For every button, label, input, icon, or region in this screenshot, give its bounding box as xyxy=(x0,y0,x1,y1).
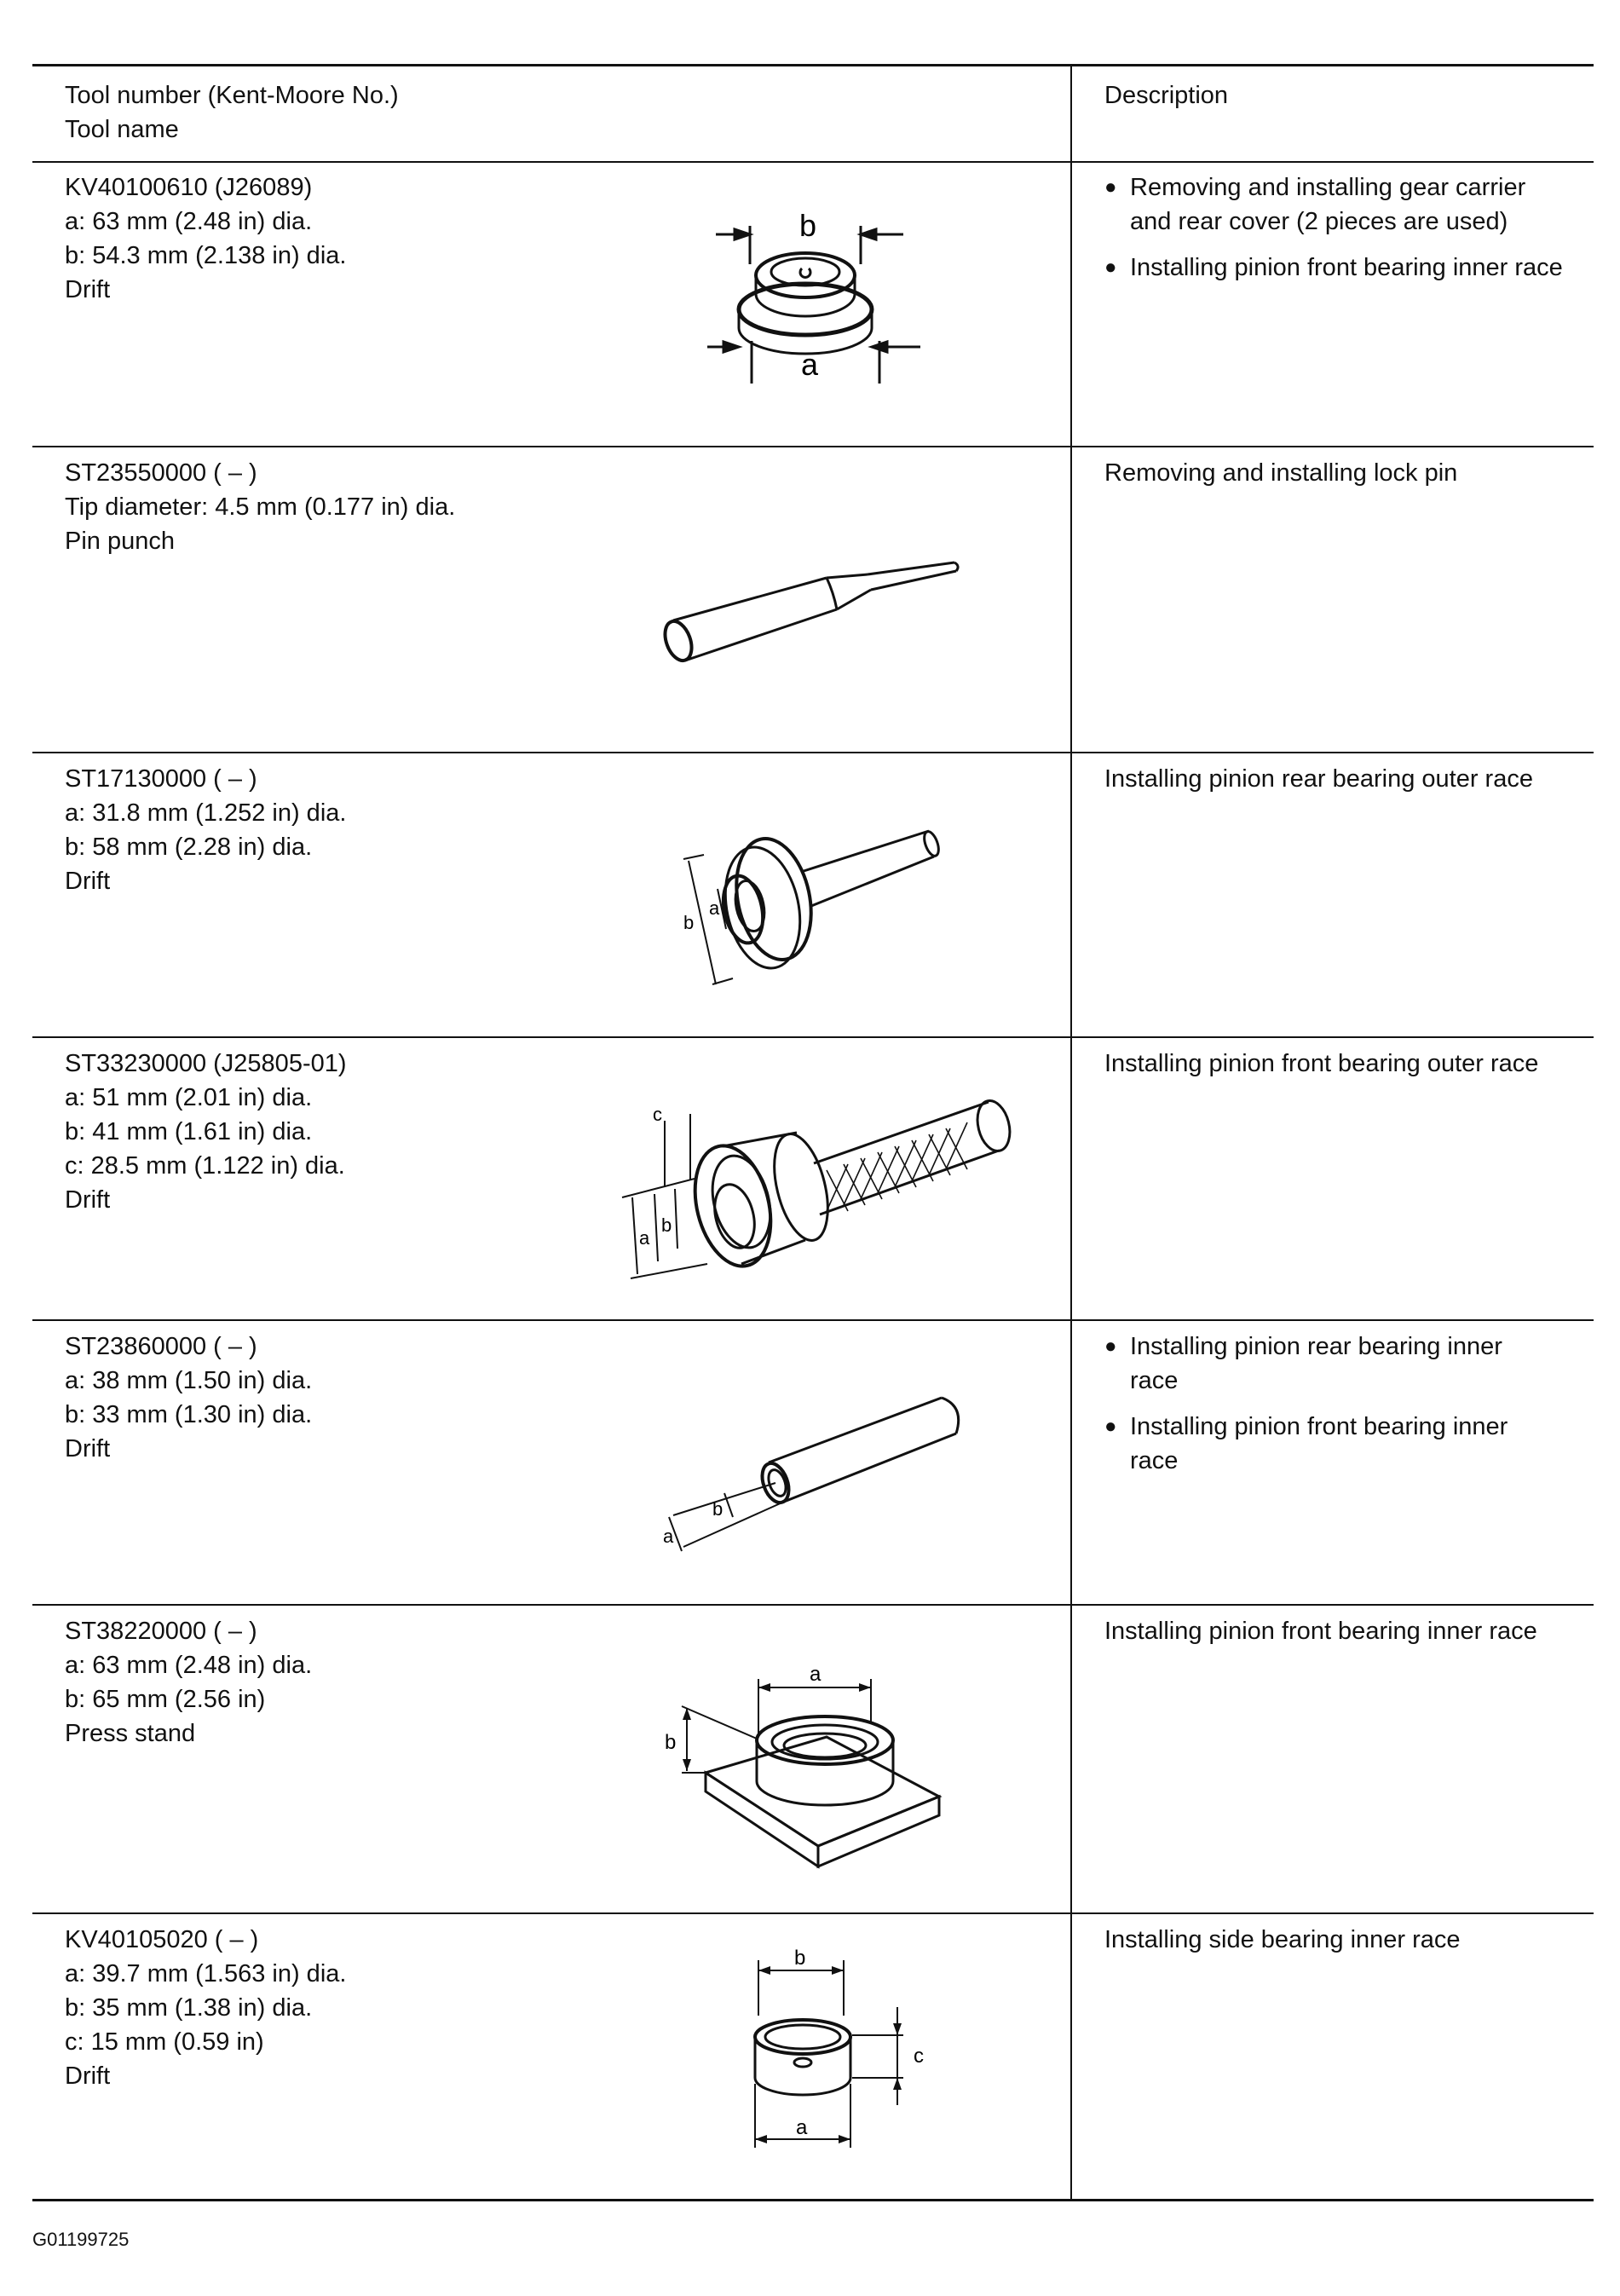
tool-spec: b: 33 mm (1.30 in) dia. xyxy=(65,1401,313,1428)
drift-kv40105020-drawing xyxy=(733,1935,954,2173)
description-bullet: ● Installing pinion front bearing inner race xyxy=(1104,251,1565,285)
tool-name: Drift xyxy=(65,868,111,895)
tool-info-3 xyxy=(65,762,661,898)
row-divider xyxy=(32,1912,1594,1914)
row-divider xyxy=(32,1319,1594,1321)
dimension-label-b: b xyxy=(712,1498,724,1520)
description-text: Installing pinion front bearing inner race xyxy=(1104,1618,1537,1645)
tool-info-7 xyxy=(65,1923,661,2093)
tool-spec: a: 51 mm (2.01 in) dia. xyxy=(65,1084,313,1111)
header-tool-name: Tool name xyxy=(65,116,179,143)
dimension-label-a: a xyxy=(796,2116,808,2139)
dimension-label-b: b xyxy=(661,1214,672,1236)
tool-name: Drift xyxy=(65,1435,111,1462)
description-text: Removing and installing lock pin xyxy=(1104,459,1458,487)
tool-spec: b: 35 mm (1.38 in) dia. xyxy=(65,1994,313,2022)
description-text: Installing side bearing inner race xyxy=(1104,1926,1461,1953)
description-bullet: ● Removing and installing gear carrier and rear cover (2 pieces are used) xyxy=(1104,170,1565,239)
tool-spec: c: 28.5 mm (1.122 in) dia. xyxy=(65,1152,345,1180)
tool-spec: a: 39.7 mm (1.563 in) dia. xyxy=(65,1960,347,1987)
description-text: Installing pinion rear bearing outer race xyxy=(1104,765,1533,793)
tool-number: ST23860000 ( – ) xyxy=(65,1333,257,1360)
tool-name: Pin punch xyxy=(65,528,175,555)
header-bottom-rule xyxy=(32,161,1594,163)
dimension-label-b: b xyxy=(794,1947,806,1970)
tool-info-6 xyxy=(65,1614,661,1751)
tool-description-7 xyxy=(1104,1923,1599,1957)
tool-spec: b: 54.3 mm (2.138 in) dia. xyxy=(65,242,347,269)
tool-spec: Tip diameter: 4.5 mm (0.177 in) dia. xyxy=(65,493,456,521)
tool-info-1 xyxy=(65,170,661,307)
drift-st23860000-drawing xyxy=(648,1389,971,1568)
row-divider xyxy=(32,1036,1594,1038)
tool-spec: a: 63 mm (2.48 in) dia. xyxy=(65,208,313,235)
tool-spec: a: 31.8 mm (1.252 in) dia. xyxy=(65,799,347,827)
header-description xyxy=(1104,78,1599,112)
tool-spec: c: 15 mm (0.59 in) xyxy=(65,2028,264,2056)
table-bottom-rule xyxy=(32,2199,1594,2201)
description-bullet: ● Installing pinion front bearing inner race xyxy=(1104,1410,1548,1478)
tool-number: ST33230000 (J25805-01) xyxy=(65,1050,347,1077)
press-stand-drawing xyxy=(665,1653,971,1892)
header-tool-column xyxy=(65,78,661,147)
dimension-label-a: a xyxy=(639,1227,650,1249)
row-divider xyxy=(32,752,1594,753)
header-description-label: Description xyxy=(1104,82,1229,109)
dimension-label-a: a xyxy=(709,897,720,919)
tool-name: Drift xyxy=(65,2062,111,2090)
tool-spec: b: 58 mm (2.28 in) dia. xyxy=(65,834,313,861)
tool-spec: b: 65 mm (2.56 in) xyxy=(65,1686,266,1713)
tool-description-6 xyxy=(1104,1614,1548,1648)
drift-kv40100610-drawing xyxy=(699,200,937,396)
figure-code: G01199725 xyxy=(32,2229,130,2250)
tool-description-4 xyxy=(1104,1047,1548,1081)
tool-number: ST17130000 ( – ) xyxy=(65,765,257,793)
dimension-label-b: b xyxy=(665,1731,677,1754)
dimension-label-a: a xyxy=(801,347,819,382)
drift-st17130000-drawing xyxy=(673,814,954,997)
tool-number: ST23550000 ( – ) xyxy=(65,459,257,487)
tool-description-2 xyxy=(1104,456,1599,490)
pin-punch-drawing xyxy=(648,545,971,682)
tool-name: Press stand xyxy=(65,1720,196,1747)
dimension-label-a: a xyxy=(663,1526,674,1547)
dimension-label-a: a xyxy=(810,1663,822,1686)
tool-number: KV40100610 (J26089) xyxy=(65,174,313,201)
tool-description-3 xyxy=(1104,762,1548,796)
tool-spec: b: 41 mm (1.61 in) dia. xyxy=(65,1118,313,1145)
tool-spec: a: 38 mm (1.50 in) dia. xyxy=(65,1367,313,1394)
row-divider xyxy=(32,446,1594,447)
dimension-label-c: c xyxy=(653,1104,662,1125)
tool-number: ST38220000 ( – ) xyxy=(65,1618,257,1645)
tool-info-2 xyxy=(65,456,661,558)
column-divider xyxy=(1070,64,1072,2201)
header-tool-number: Tool number (Kent-Moore No.) xyxy=(65,82,399,109)
dimension-label-c: c xyxy=(914,2045,924,2068)
tool-description-1 xyxy=(1104,170,1565,297)
dimension-label-b: b xyxy=(799,208,817,243)
table-top-rule xyxy=(32,64,1594,66)
drift-st33230000-drawing xyxy=(614,1070,1031,1291)
description-bullet: ● Installing pinion rear bearing inner race xyxy=(1104,1330,1548,1398)
tool-description-5 xyxy=(1104,1330,1548,1490)
tool-number: KV40105020 ( – ) xyxy=(65,1926,259,1953)
tool-info-4 xyxy=(65,1047,661,1217)
tool-info-5 xyxy=(65,1330,661,1466)
dimension-label-b: b xyxy=(683,912,695,933)
row-divider xyxy=(32,1604,1594,1606)
description-text: Installing pinion front bearing outer race xyxy=(1104,1050,1539,1077)
tool-name: Drift xyxy=(65,276,111,303)
tool-spec: a: 63 mm (2.48 in) dia. xyxy=(65,1652,313,1679)
tool-name: Drift xyxy=(65,1186,111,1214)
